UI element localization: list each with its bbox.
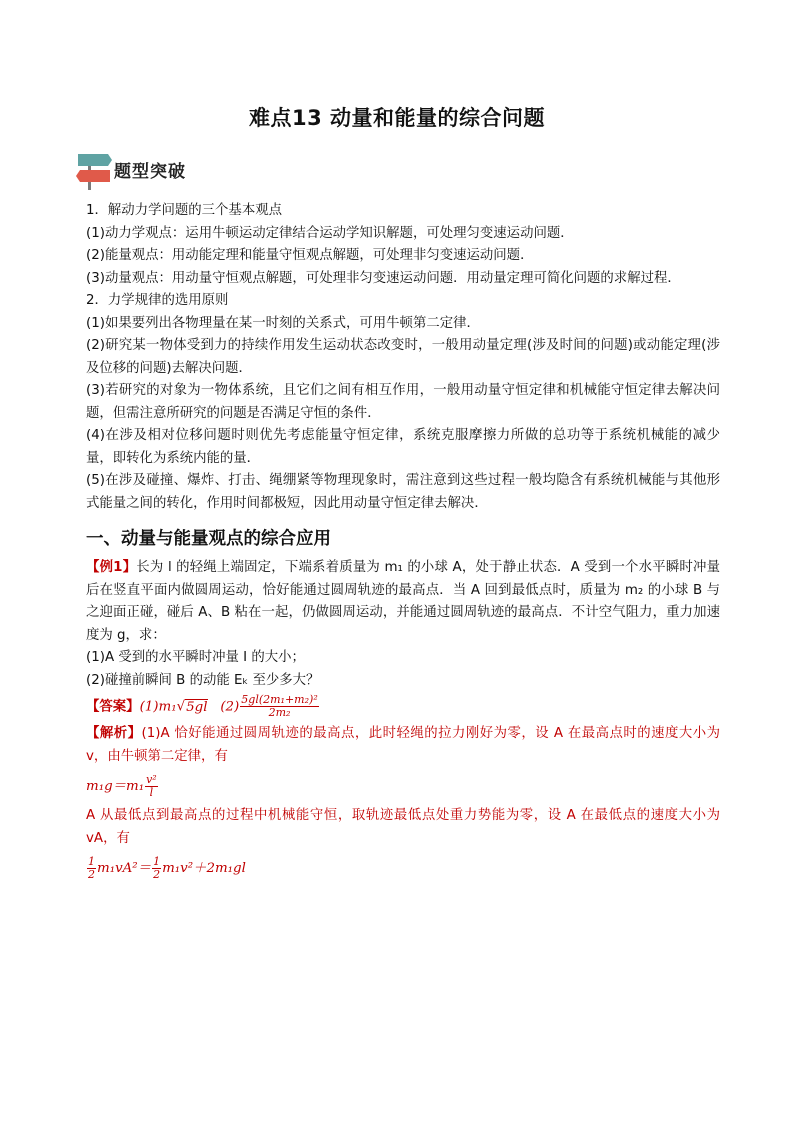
- example-text: 长为 l 的轻绳上端固定，下端系着质量为 m₁ 的小球 A，处于静止状态．A 受到一个水平瞬时冲量后在竖直平面内做圆周运动，恰好能通过圆周轨迹的最高点．当 A 回到最低点时，质量为 m₂ 的小球 B 与之迎面正碰，碰后 A、B 粘在一起，仍做圆周运动，并能通过圆周轨迹的最高点．不计空气阻力，重力加速度为 g，求：: [86, 560, 720, 643]
- equation-1-denominator: l: [149, 786, 154, 799]
- answer-tag: 【答案】: [86, 699, 140, 715]
- answer-1-root: 5gl: [186, 699, 208, 715]
- banner-label: 题型突破: [114, 162, 186, 182]
- list-item: (5)在涉及碰撞、爆炸、打击、绳绷紧等物理现象时，需注意到这些过程一般均隐含有系统机械能与其他形式能量之间的转化，作用时间都极短，因此用动量守恒定律去解决．: [86, 473, 720, 511]
- equation-1-left: m₁g＝m₁: [86, 779, 145, 794]
- equation-2-denominator-2: 2: [153, 868, 161, 881]
- section-one-heading: 一、动量与能量观点的综合应用: [86, 529, 331, 549]
- equation-2-denominator-1: 2: [88, 868, 95, 881]
- list-item: (3)动量观点：用动量守恒观点解题，可处理非匀变速运动问题．用动量定理可简化问题的求解过程．: [86, 270, 681, 286]
- sqrt-sign: √: [176, 699, 186, 715]
- list-item: (4)在涉及相对位移问题时则优先考虑能量守恒定律，系统克服摩擦力所做的总功等于系统机械能的减少量，即转化为系统内能的量．: [86, 428, 720, 466]
- equation-2-numerator-1: 1: [88, 855, 95, 868]
- equation-1: [86, 774, 720, 799]
- list-item: (1)动力学观点：运用牛顿运动定律结合运动学知识解题，可处理匀变速运动问题．: [86, 225, 574, 241]
- equation-2: [86, 856, 720, 881]
- list-item: (2)研究某一物体受到力的持续作用发生运动状态改变时，一般用动量定理(涉及时间的问题)或动能定理(涉及位移的问题)去解决问题．: [86, 338, 720, 376]
- equation-2-numerator-2: 1: [153, 855, 161, 868]
- section-heading: 1．解动力学问题的三个基本观点: [86, 203, 282, 218]
- answer-2-numerator: 5gl(2m₁+m₂)²: [241, 693, 318, 706]
- equation-2-right: m₁v²＋2m₁gl: [162, 861, 246, 876]
- equation-2-fraction-1: [87, 856, 96, 881]
- analysis-line-1: [86, 723, 720, 768]
- answer-2-fraction: [240, 694, 318, 719]
- analysis-line-2: A 从最低点到最高点的过程中机械能守恒，取轨迹最低点处重力势能为零，设 A 在最低点的速度大小为 vA，有: [86, 808, 720, 846]
- page-title: 难点13 动量和能量的综合问题: [248, 106, 546, 130]
- answer-1: (1)m₁: [139, 699, 177, 715]
- list-item: (2)能量观点：用动能定理和能量守恒观点解题，可处理非匀变速运动问题．: [86, 248, 534, 263]
- equation-2-middle: m₁vA²＝: [97, 861, 152, 876]
- example-question-2: (2)碰撞前瞬间 B 的动能 Eₖ 至少多大？: [86, 672, 320, 688]
- equation-1-numerator: v²: [146, 773, 157, 786]
- list-item: (3)若研究的对象为一物体系统，且它们之间有相互作用，一般用动量守恒定律和机械能守恒定律去解决问题，但需注意所研究的问题是否满足守恒的条件．: [86, 383, 720, 421]
- answer-2-prefix: (2): [220, 699, 240, 715]
- answer-line: [86, 694, 720, 719]
- main-content: [86, 200, 720, 887]
- example-question-1: (1)A 受到的水平瞬时冲量 I 的大小；: [86, 650, 305, 665]
- section-banner: [76, 148, 206, 190]
- example-tag: 【例1】: [86, 560, 137, 575]
- answer-2-denominator: 2m₂: [268, 706, 291, 719]
- analysis-tag: 【解析】: [86, 726, 142, 741]
- list-item: (1)如果要列出各物理量在某一时刻的关系式，可用牛顿第二定律．: [86, 315, 480, 331]
- equation-2-fraction-2: [152, 856, 161, 881]
- section-heading: 2．力学规律的选用原则: [86, 293, 229, 308]
- analysis-text-1: (1)A 恰好能通过圆周轨迹的最高点，此时轻绳的拉力刚好为零，设 A 在最高点时的速度大小为 v，由牛顿第二定律，有: [86, 726, 721, 764]
- equation-1-fraction: [145, 774, 158, 799]
- example-problem: [86, 557, 720, 647]
